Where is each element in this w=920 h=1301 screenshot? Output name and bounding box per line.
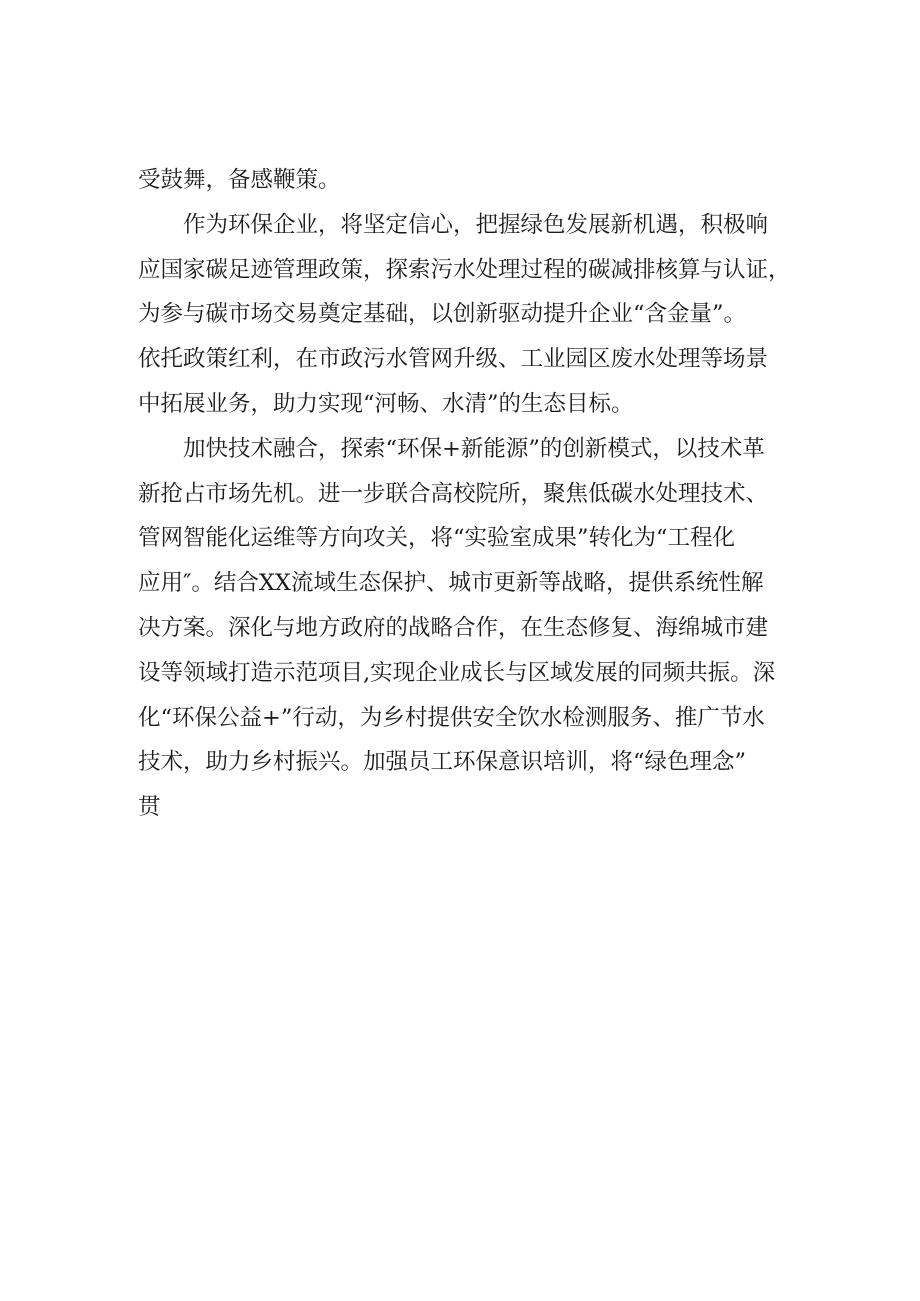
text-line: 化“环保公益+”行动，为乡村提供安全饮水检测服务、推广节水 [138, 704, 765, 731]
text-line: 中拓展业务，助力实现“河畅、水清”的生态目标。 [138, 390, 634, 417]
text-line: 为参与碳市场交易奠定基础，以创新驱动提升企业“含金量”。 [138, 301, 747, 328]
text-line: 设等领域打造示范项目,实现企业成长与区域发展的同频共振。深 [138, 659, 776, 686]
body-text [138, 158, 790, 830]
text-line: 贯 [138, 794, 161, 821]
text-line: 加快技术融合，探索“环保+新能源”的创新模式，以技术革 [138, 435, 765, 462]
text-line: 依托政策红利，在市政污水管网升级、工业园区废水处理等场景 [138, 346, 769, 373]
text-line: 应国家碳足迹管理政策，探索污水处理过程的碳减排核算与认证， [138, 256, 791, 283]
text-line: 技术，助力乡村振兴。加强员工环保意识培训，将“绿色理念” [138, 749, 747, 776]
text-line: 管网智能化运维等方向攻关，将“实验室成果”转化为“工程化 [138, 525, 736, 552]
text-line: 应用″。结合XX流域生态保护、城市更新等战略，提供系统性解 [138, 570, 764, 597]
text-line: 新抢占市场先机。进一步联合高校院所，聚焦低碳水处理技术、 [138, 480, 769, 507]
text-line: 受鼓舞，备感鞭策。 [138, 167, 341, 193]
text-line: 作为环保企业，将坚定信心，把握绿色发展新机遇，积极响 [138, 211, 769, 238]
text-line: 决方案。深化与地方政府的战略合作，在生态修复、海绵城市建 [138, 614, 769, 641]
